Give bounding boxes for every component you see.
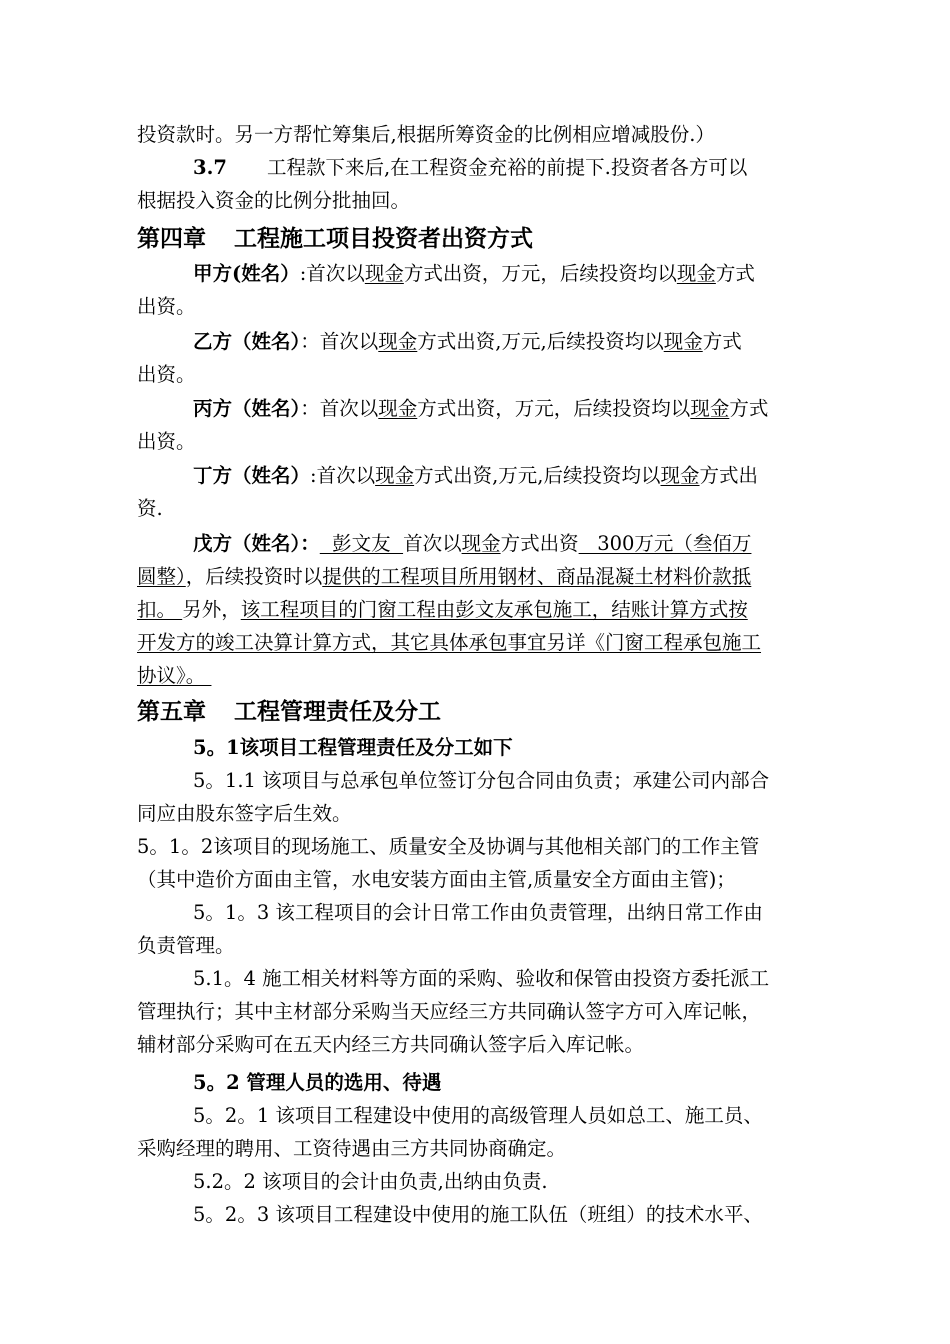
text-span: 方式出资,万元,后续投资均以 <box>414 464 661 487</box>
text-span: 方式出资,万元,后续投资均以 <box>417 330 664 353</box>
text-line: 管理执行；其中主材部分采购当天应经三方共同确认签字方可入库记帐， <box>137 1000 762 1023</box>
party-label: 丙方（姓名） <box>193 397 301 420</box>
underlined-text: 协议》。 <box>137 664 212 687</box>
text-line: 投资款时。另一方帮忙筹集后,根据所筹资金的比例相应增减股份.） <box>137 123 715 146</box>
party-ding-contribution <box>137 459 861 525</box>
text-span: 方式出 <box>699 464 759 487</box>
party-wu-contribution <box>137 527 861 692</box>
text-span: 方式出资，万元，后续投资均以 <box>417 397 691 420</box>
text-line: 5.1。4 施工相关材料等方面的采购、验收和保管由投资方委托派工 <box>193 967 770 990</box>
text-line: 5。1.1 该项目与总承包单位签订分包合同由负责；承建公司内部合 <box>193 769 770 792</box>
text-span: ，后续投资时以 <box>185 565 323 588</box>
text-line: 5。2。3 该项目工程建设中使用的施工队伍（班组）的技术水平、 <box>193 1203 763 1226</box>
party-label: 丁方（姓名） <box>193 464 311 487</box>
underlined-text: 现金 <box>461 532 501 555</box>
text-span: 方式出资 <box>500 532 579 555</box>
text-line: 5。2。1 该项目工程建设中使用的高级管理人员如总工、施工员、 <box>193 1104 763 1127</box>
underlined-text: 现金 <box>378 397 418 420</box>
section-heading: 5。1该项目工程管理责任及分工如下 <box>193 736 513 759</box>
text-span: 方式 <box>715 262 755 285</box>
text-line: 出资。 <box>137 295 196 318</box>
text-line: 出资。 <box>137 363 196 386</box>
text-span: ：首次以 <box>300 397 379 420</box>
underlined-text: 扣。 <box>137 598 183 621</box>
party-jia-contribution <box>137 257 861 323</box>
underlined-text: 现金 <box>676 262 716 285</box>
chapter-title: 工程管理责任及分工 <box>234 698 441 725</box>
section-5-1 <box>137 731 861 1061</box>
chapter-4-heading <box>137 220 861 258</box>
contribution-amount: 300万元（叁佰万 <box>578 532 752 555</box>
underlined-text: 开发方的竣工决算计算方式，其它具体承包事宜另详《门窗工程承包施工 <box>137 631 762 654</box>
party-label: 乙方（姓名） <box>193 330 301 353</box>
text-line: 工程款下来后,在工程资金充裕的前提下.投资者各方可以 <box>266 156 748 179</box>
chapter-5-heading <box>137 693 861 731</box>
party-name: 彭文友 <box>319 532 404 555</box>
text-line: 5。1。3 该工程项目的会计日常工作由负责管理，出纳日常工作由 <box>193 901 763 924</box>
underlined-text: 该工程项目的门窗工程由彭文友承包施工，结账计算方式按 <box>240 598 748 621</box>
clause-number: 3.7 <box>193 156 227 179</box>
party-yi-contribution <box>137 325 861 391</box>
underlined-text: 圆整） <box>137 565 186 588</box>
chapter-title: 工程施工项目投资者出资方式 <box>234 225 533 252</box>
text-line: 资. <box>137 497 163 520</box>
section-heading: 5。2 管理人员的选用、待遇 <box>193 1071 442 1094</box>
text-line: 负责管理。 <box>137 934 235 957</box>
party-label: 戊方（姓名）： <box>193 532 320 555</box>
underlined-text: 现金 <box>660 464 700 487</box>
text-span: 另外， <box>182 598 241 621</box>
paragraph-3-7 <box>137 151 861 217</box>
underlined-text: 提供的工程项目所用钢材、商品混凝土材料价款抵 <box>322 565 752 588</box>
chapter-number: 第五章 <box>137 698 206 725</box>
text-span: 方式 <box>702 330 742 353</box>
text-line: 同应由股东签字后生效。 <box>137 802 352 825</box>
text-span: :首次以 <box>310 464 376 487</box>
text-line: 采购经理的聘用、工资待遇由三方共同协商确定。 <box>137 1137 567 1160</box>
text-span: 方式出资，万元，后续投资均以 <box>403 262 677 285</box>
underlined-text: 现金 <box>690 397 730 420</box>
text-line: （其中造价方面由主管，水电安装方面由主管,质量安全方面由主管)； <box>137 868 736 891</box>
text-line: 5。1。2该项目的现场施工、质量安全及协调与其他相关部门的工作主管 <box>137 835 760 858</box>
party-bing-contribution <box>137 392 861 458</box>
underlined-text: 现金 <box>375 464 415 487</box>
paragraph-3-6-tail <box>137 118 861 151</box>
text-line: 根据投入资金的比例分批抽回。 <box>137 189 411 212</box>
text-span: :首次以 <box>299 262 365 285</box>
text-line: 5.2。2 该项目的会计由负责,出纳由负责. <box>193 1170 548 1193</box>
party-label: 甲方(姓名） <box>193 262 300 285</box>
underlined-text: 现金 <box>378 330 418 353</box>
text-line: 出资。 <box>137 430 196 453</box>
text-span: 首次以 <box>403 532 462 555</box>
text-line: 辅材部分采购可在五天内经三方共同确认签字后入库记帐。 <box>137 1033 645 1056</box>
chapter-number: 第四章 <box>137 225 206 252</box>
text-span: ：首次以 <box>300 330 379 353</box>
underlined-text: 现金 <box>364 262 404 285</box>
text-span: 方式 <box>729 397 769 420</box>
section-5-2 <box>137 1066 861 1231</box>
underlined-text: 现金 <box>663 330 703 353</box>
